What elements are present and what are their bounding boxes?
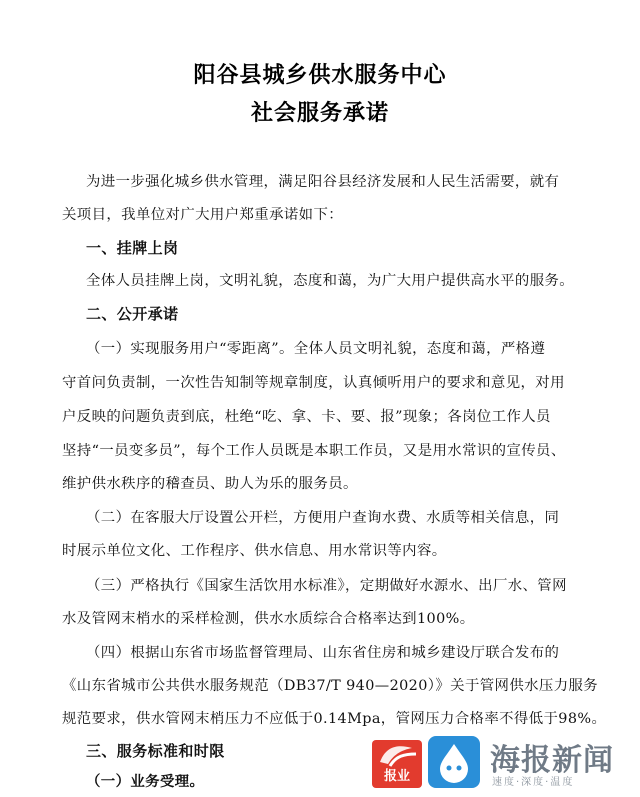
paragraph-line: 水及管网末梢水的采样检测，供水水质综合合格率达到100%。 <box>62 611 475 627</box>
section-heading-3: 三、服务标准和时限 <box>86 742 225 760</box>
paragraph-line: （二）在客服大厅设置公开栏，方便用户查询水费、水质等相关信息，同 <box>86 510 560 526</box>
paragraph-line: （一）实现服务用户“零距离”。全体人员文明礼貌，态度和蔼，严格遵 <box>86 341 546 357</box>
document-title: 阳谷县城乡供水服务中心 <box>193 63 447 88</box>
intro-line-2: 关项目，我单位对广大用户郑重承诺如下： <box>62 207 344 223</box>
paragraph-line: 时展示单位文化、工作程序、供水信息、用水常识等内容。 <box>62 543 447 559</box>
section-heading-2: 二、公开承诺 <box>86 305 179 323</box>
section-heading-1: 一、挂牌上岗 <box>86 239 179 257</box>
subsection-heading: （一）业务受理。 <box>86 773 205 790</box>
paragraph-line: 坚持“一员变多员”，每个工作人员既是本职工作员，又是用水常识的宣传员、 <box>62 443 566 459</box>
intro-line-1: 为进一步强化城乡供水管理，满足阳谷县经济发展和人民生活需要，就有 <box>86 174 560 190</box>
badge-text: 报业 <box>383 769 410 784</box>
paragraph-line: 规范要求，供水管网末梢压力不应低于0.14Mpa，管网压力合格率不得低于98%。 <box>62 711 607 727</box>
brand-slogan: 速度·深度·温度 <box>492 777 575 788</box>
paragraph-line: （四）根据山东省市场监督管理局、山东省住房和城乡建设厅联合发布的 <box>86 645 560 661</box>
dazhong-badge-logo <box>372 740 422 788</box>
water-drop-icon <box>428 736 480 788</box>
paragraph-line: 维护供水秩序的稽查员、助人为乐的服务员。 <box>62 476 358 492</box>
paragraph-line: （三）严格执行《国家生活饮用水标准》，定期做好水源水、出厂水、管网 <box>86 578 567 594</box>
paragraph-line: 全体人员挂牌上岗，文明礼貌，态度和蔼，为广大用户提供高水平的服务。 <box>86 273 575 289</box>
brand-name: 海报新闻 <box>490 743 614 778</box>
paragraph-line: 守首问负责制，一次性告知制等规章制度，认真倾听用户的要求和意见，对用 <box>62 375 565 391</box>
document-subtitle: 社会服务承诺 <box>250 101 389 126</box>
paragraph-line: 《山东省城市公共供水服务规范（DB37/T 940—2020）》关于管网供水压力服务 <box>62 678 599 694</box>
paragraph-line: 户反映的问题负责到底，杜绝“吃、拿、卡、要、报”现象；各岗位工作人员 <box>62 409 551 425</box>
